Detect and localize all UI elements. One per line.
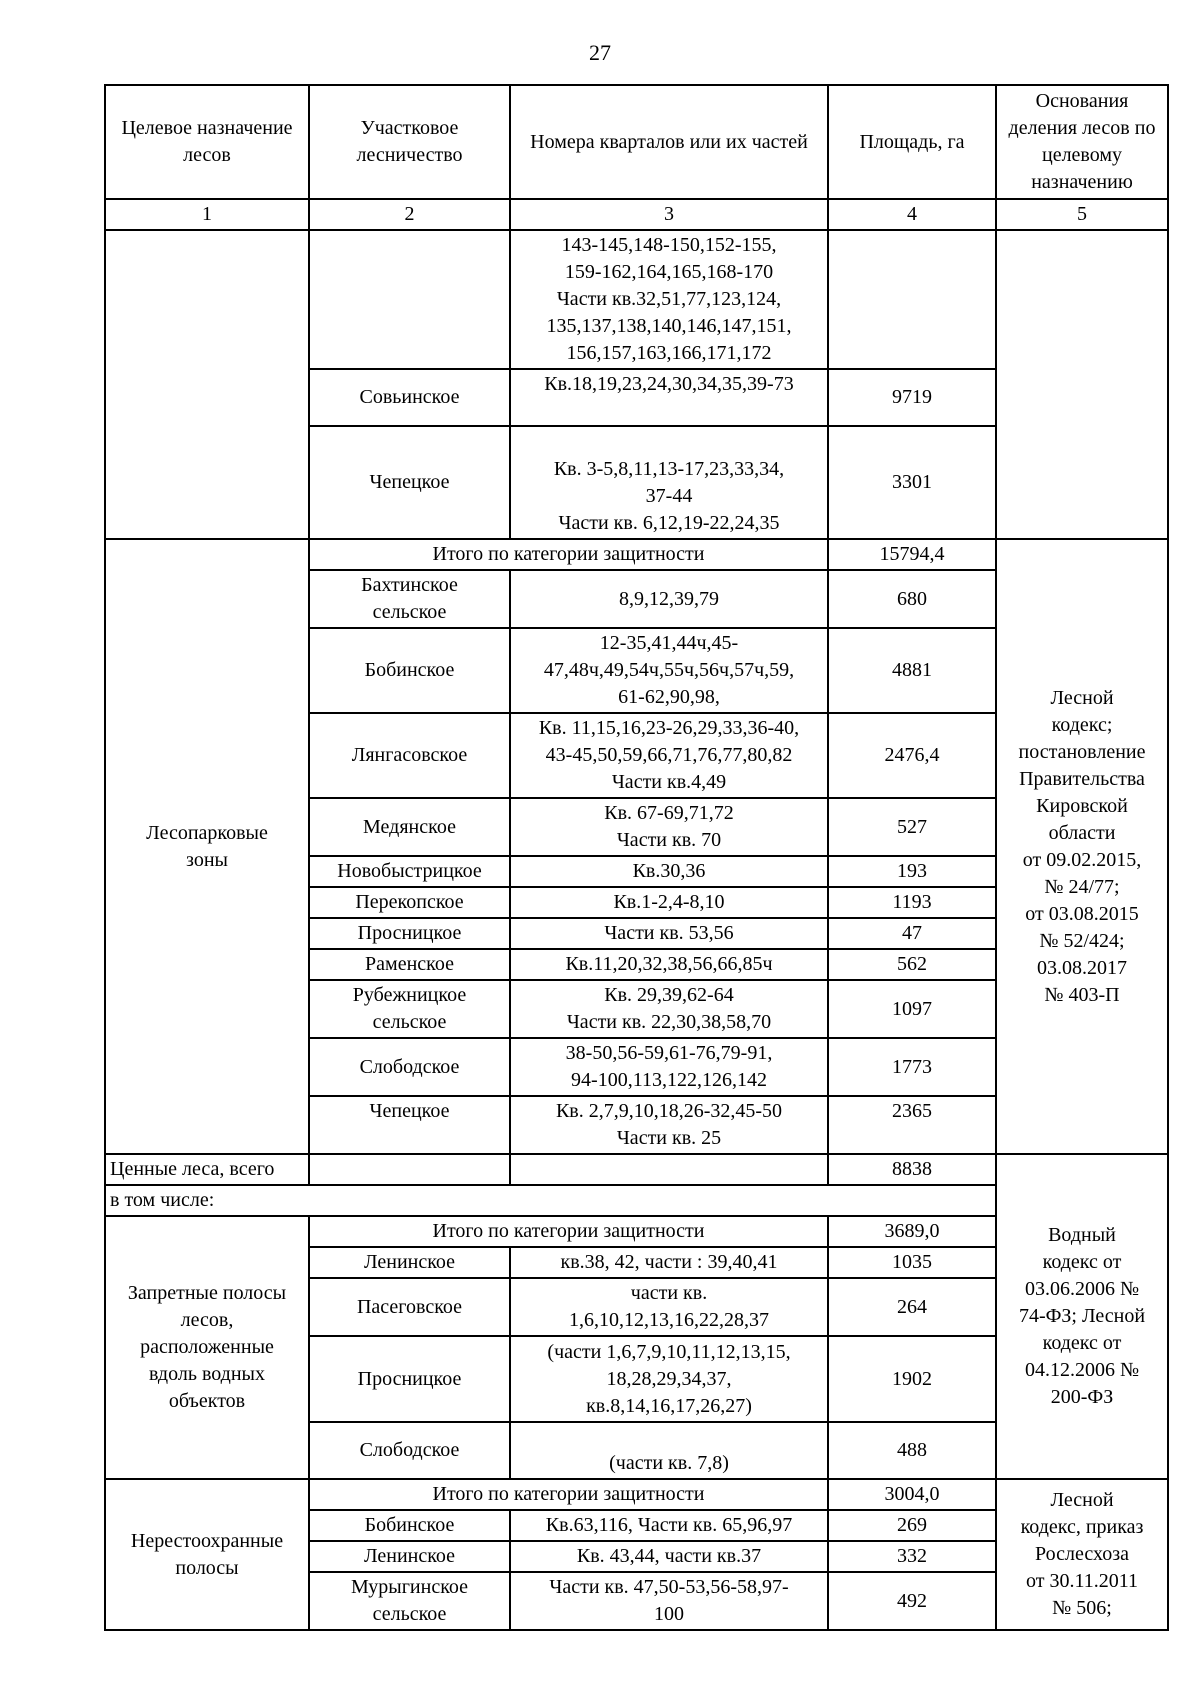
quarters-cell: Кв. 43,44, части кв.37	[510, 1541, 828, 1572]
category-total-row	[105, 1479, 1168, 1510]
category-total-row	[105, 539, 1168, 570]
basis-cell: Лесной кодекс; постановление Правительства Кировской области от 09.02.2015, № 24/77; от 03.08.2015 № 52/424; 03.08.2017 № 403-П	[996, 539, 1168, 1154]
forestry-cell: Чепецкое	[309, 426, 510, 539]
purpose-cell: Запретные полосы лесов, расположенные вдоль водных объектов	[105, 1216, 309, 1479]
area-cell: 1773	[828, 1038, 996, 1096]
category-total-label: Итого по категории защитности	[309, 1216, 828, 1247]
area-cell: 269	[828, 1510, 996, 1541]
column-number: 4	[828, 199, 996, 230]
valuable-forests-label: Ценные леса, всего	[105, 1154, 309, 1185]
category-total-area: 3004,0	[828, 1479, 996, 1510]
valuable-forests-row	[105, 1154, 1168, 1185]
area-cell: 264	[828, 1278, 996, 1336]
area-cell: 2365	[828, 1096, 996, 1154]
column-number: 5	[996, 199, 1168, 230]
forestry-cell: Ленинское	[309, 1247, 510, 1278]
quarters-cell: 8,9,12,39,79	[510, 570, 828, 628]
area-cell: 4881	[828, 628, 996, 713]
quarters-cell: Кв.1-2,4-8,10	[510, 887, 828, 918]
quarters-cell: 143-145,148-150,152-155, 159-162,164,165,168-170 Части кв.32,51,77,123,124, 135,137,138,140,146,147,151, 156,157,163,166,171,172	[510, 230, 828, 369]
area-cell: 492	[828, 1572, 996, 1630]
quarters-cell: кв.38, 42, части : 39,40,41	[510, 1247, 828, 1278]
purpose-cell-empty	[105, 230, 309, 539]
quarters-cell: Части кв. 53,56	[510, 918, 828, 949]
table-header-row	[105, 85, 1168, 199]
quarters-cell: части кв. 1,6,10,12,13,16,22,28,37	[510, 1278, 828, 1336]
area-cell: 562	[828, 949, 996, 980]
area-cell: 332	[828, 1541, 996, 1572]
column-number: 3	[510, 199, 828, 230]
quarters-cell: Кв. 3-5,8,11,13-17,23,33,34, 37-44 Части кв. 6,12,19-22,24,35	[510, 426, 828, 539]
purpose-cell: Нерестоохранные полосы	[105, 1479, 309, 1630]
quarters-cell: Кв. 2,7,9,10,18,26-32,45-50 Части кв. 25	[510, 1096, 828, 1154]
forestry-cell: Пасеговское	[309, 1278, 510, 1336]
forest-purpose-table	[104, 84, 1169, 1631]
forestry-cell: Рубежницкое сельское	[309, 980, 510, 1038]
quarters-cell-empty	[510, 1154, 828, 1185]
forestry-cell: Просницкое	[309, 918, 510, 949]
page-number: 27	[589, 40, 611, 65]
header-basis: Основания деления лесов по целевому назначению	[996, 85, 1168, 199]
area-cell: 2476,4	[828, 713, 996, 798]
forestry-cell: Лянгасовское	[309, 713, 510, 798]
forestry-cell: Ленинское	[309, 1541, 510, 1572]
quarters-cell: Части кв. 47,50-53,56-58,97- 100	[510, 1572, 828, 1630]
including-label: в том числе:	[105, 1185, 996, 1216]
quarters-cell: Кв.11,20,32,38,56,66,85ч	[510, 949, 828, 980]
forestry-cell: Слободское	[309, 1422, 510, 1479]
forestry-cell-empty	[309, 230, 510, 369]
purpose-cell: Лесопарковые зоны	[105, 539, 309, 1154]
header-purpose: Целевое назначение лесов	[105, 85, 309, 199]
valuable-forests-area: 8838	[828, 1154, 996, 1185]
category-total-label: Итого по категории защитности	[309, 539, 828, 570]
area-cell: 1193	[828, 887, 996, 918]
forestry-cell: Бахтинское сельское	[309, 570, 510, 628]
header-forestry: Участковое лесничество	[309, 85, 510, 199]
area-cell: 1035	[828, 1247, 996, 1278]
quarters-cell: Кв. 67-69,71,72 Части кв. 70	[510, 798, 828, 856]
table-row	[105, 230, 1168, 369]
forestry-cell: Медянское	[309, 798, 510, 856]
area-cell: 1097	[828, 980, 996, 1038]
forestry-cell: Совьинское	[309, 369, 510, 426]
quarters-cell: Кв. 11,15,16,23-26,29,33,36-40, 43-45,50,59,66,71,76,77,80,82 Части кв.4,49	[510, 713, 828, 798]
basis-cell: Водный кодекс от 03.06.2006 № 74-ФЗ; Лесной кодекс от 04.12.2006 № 200-ФЗ	[996, 1154, 1168, 1479]
area-cell: 3301	[828, 426, 996, 539]
forestry-cell: Чепецкое	[309, 1096, 510, 1154]
column-number: 1	[105, 199, 309, 230]
quarters-cell: (части кв. 7,8)	[510, 1422, 828, 1479]
area-cell: 47	[828, 918, 996, 949]
area-cell-empty	[828, 230, 996, 369]
forestry-cell: Новобыстрицкое	[309, 856, 510, 887]
forestry-cell: Просницкое	[309, 1336, 510, 1422]
forestry-cell: Слободское	[309, 1038, 510, 1096]
quarters-cell: (части 1,6,7,9,10,11,12,13,15, 18,28,29,34,37, кв.8,14,16,17,26,27)	[510, 1336, 828, 1422]
forestry-cell: Бобинское	[309, 628, 510, 713]
forestry-cell: Раменское	[309, 949, 510, 980]
forestry-cell-empty	[309, 1154, 510, 1185]
area-cell: 1902	[828, 1336, 996, 1422]
quarters-cell: Кв.18,19,23,24,30,34,35,39-73	[510, 369, 828, 426]
quarters-cell: 38-50,56-59,61-76,79-91, 94-100,113,122,126,142	[510, 1038, 828, 1096]
header-quarters: Номера кварталов или их частей	[510, 85, 828, 199]
column-number: 2	[309, 199, 510, 230]
quarters-cell: Кв.63,116, Части кв. 65,96,97	[510, 1510, 828, 1541]
quarters-cell: Кв. 29,39,62-64 Части кв. 22,30,38,58,70	[510, 980, 828, 1038]
forestry-cell: Перекопское	[309, 887, 510, 918]
area-cell: 193	[828, 856, 996, 887]
area-cell: 680	[828, 570, 996, 628]
quarters-cell: 12-35,41,44ч,45- 47,48ч,49,54ч,55ч,56ч,57ч,59, 61-62,90,98,	[510, 628, 828, 713]
category-total-area: 15794,4	[828, 539, 996, 570]
forestry-cell: Бобинское	[309, 1510, 510, 1541]
basis-cell-empty	[996, 230, 1168, 539]
category-total-area: 3689,0	[828, 1216, 996, 1247]
column-numbers-row	[105, 199, 1168, 230]
category-total-label: Итого по категории защитности	[309, 1479, 828, 1510]
quarters-cell: Кв.30,36	[510, 856, 828, 887]
area-cell: 488	[828, 1422, 996, 1479]
header-area: Площадь, га	[828, 85, 996, 199]
area-cell: 9719	[828, 369, 996, 426]
basis-cell: Лесной кодекс, приказ Рослесхоза от 30.11.2011 № 506;	[996, 1479, 1168, 1630]
forestry-cell: Мурыгинское сельское	[309, 1572, 510, 1630]
area-cell: 527	[828, 798, 996, 856]
